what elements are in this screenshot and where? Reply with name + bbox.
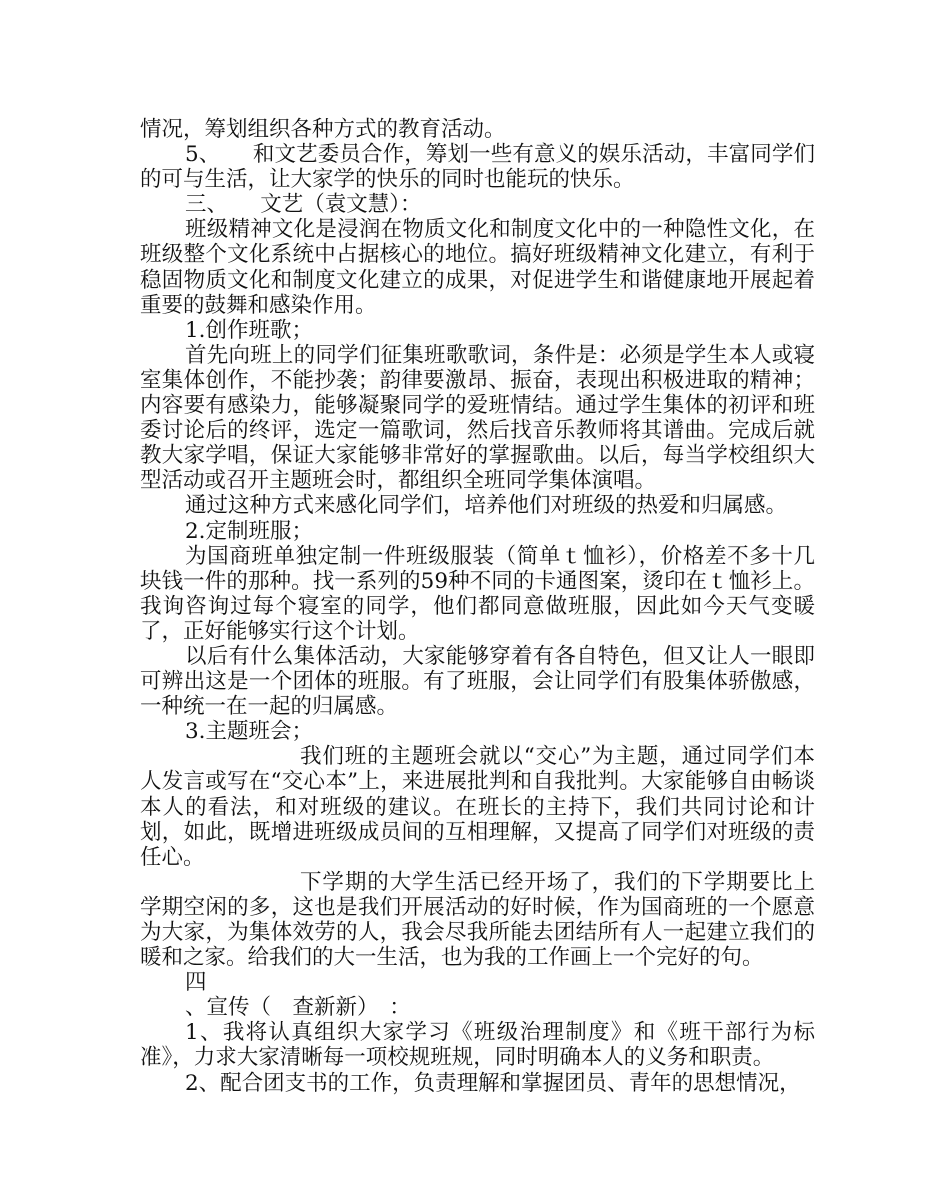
document-page: [140, 117, 815, 1096]
paragraph-item-1: 1、我将认真组织大家学习《班级治理制度》和《班干部行为标准》，力求大家清晰每一项校规班规，同时明确本人的义务和职责。: [140, 1020, 815, 1071]
paragraph-class-uniform-benefit: 以后有什么集体活动，大家能够穿着有各自特色，但又让人一眼即可辨出这是一个团体的班服。有了班服，会让同学们有股集体骄傲感，一种统一在一起的归属感。: [140, 643, 815, 720]
section-heading-3: 三、 文艺（袁文慧）：: [185, 192, 422, 218]
section-heading-4: 、宣传（ 查新新） ：: [185, 995, 411, 1021]
section-number-4: 四: [185, 970, 207, 996]
paragraph-intro: 班级精神文化是浸润在物质文化和制度文化中的一种隐性文化，在班级整个文化系统中占据核心的地位。搞好班级精神文化建立，有利于稳固物质文化和制度文化建立的成果，对促进学生和谐健康地开展起着重要的鼓舞和感染作用。: [140, 217, 815, 318]
subheading-2: 2.定制班服；: [185, 518, 314, 544]
paragraph-theme-meeting: 我们班的主题班会就以“交心”为主题，通过同学们本人发言或写在“交心本”上，来进展批判和自我批判。大家能够自由畅谈本人的看法，和对班级的建议。在班长的主持下，我们共同讨论和计划，如此，既增进班级成员间的互相理解，又提高了同学们对班级的责任心。: [140, 744, 815, 870]
paragraph-class-uniform: 为国商班单独定制一件班级服装（简单ｔ恤衫），价格差不多十几块钱一件的那种。找一系列的59种不同的卡通图案，烫印在ｔ恤衫上。我询咨询过每个寝室的同学，他们都同意做班服，因此如今天气变暖了，正好能够实行这个计划。: [140, 543, 815, 644]
paragraph-item-5: 5、 和文艺委员合作，筹划一些有意义的娱乐活动，丰富同学们的可与生活，让大家学的快乐的同时也能玩的快乐。: [140, 142, 815, 193]
paragraph-continuation: 情况，筹划组织各种方式的教育活动。: [140, 117, 506, 142]
subheading-1: 1.创作班歌；: [185, 317, 314, 343]
paragraph-class-song: 首先向班上的同学们征集班歌歌词，条件是：必须是学生本人或寝室集体创作，不能抄袭；韵律要激昂、振奋，表现出积极进取的精神；内容要有感染力，能够凝聚同学的爱班情结。通过学生集体的初评和班委讨论后的终评，选定一篇歌词，然后找音乐教师将其谱曲。完成后就教大家学唱，保证大家能够非常好的掌握歌曲。以后，每当学校组织大型活动或召开主题班会时，都组织全班同学集体演唱。: [140, 342, 815, 494]
paragraph-next-semester: 下学期的大学生活已经开场了，我们的下学期要比上学期空闲的多，这也是我们开展活动的好时候，作为国商班的一个愿意为大家，为集体效劳的人，我会尽我所能去团结所有人一起建立我们的暖和之家。给我们的大一生活，也为我的工作画上一个完好的句。: [140, 869, 815, 971]
subheading-3: 3.主题班会；: [185, 719, 314, 745]
paragraph-class-song-summary: 通过这种方式来感化同学们，培养他们对班级的热爱和归属感。: [185, 493, 788, 519]
paragraph-item-2: 2、配合团支书的工作，负责理解和掌握团员、青年的思想情况，: [185, 1070, 801, 1096]
